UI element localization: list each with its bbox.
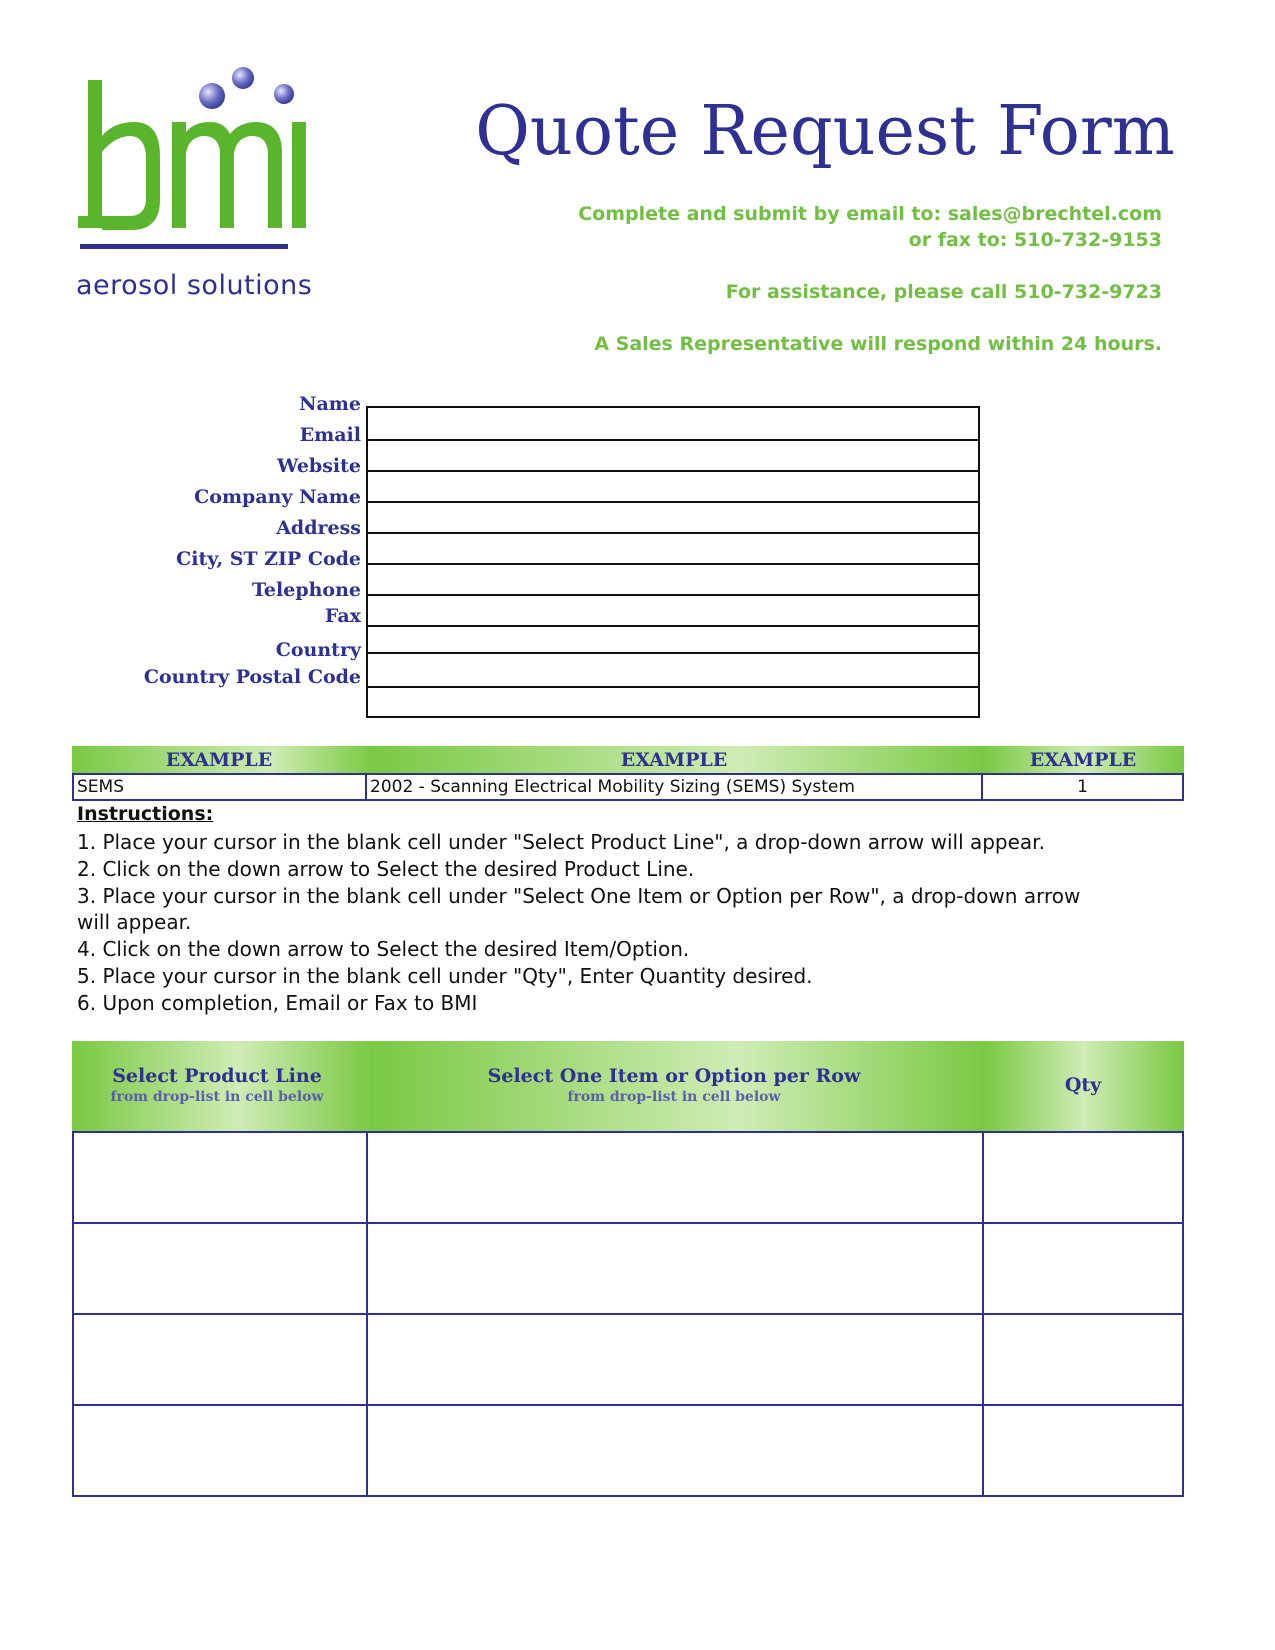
item-option-dropdown[interactable] xyxy=(366,1224,982,1313)
qty-input[interactable] xyxy=(982,1133,1182,1222)
contact-response-line: A Sales Representative will respond within 24 hours. xyxy=(594,333,1162,355)
order-row xyxy=(74,1315,1182,1406)
qty-input[interactable] xyxy=(982,1406,1182,1497)
header-qty xyxy=(982,1041,1184,1131)
contact-phone-line: For assistance, please call 510-732-9723 xyxy=(725,281,1162,303)
example-qty: 1 xyxy=(1077,777,1088,797)
example-item: 2002 - Scanning Electrical Mobility Sizing (SEMS) System xyxy=(370,777,855,797)
instruction-step: 5. Place your cursor in the blank cell under "Qty", Enter Quantity desired. xyxy=(77,964,813,988)
telephone-field[interactable] xyxy=(368,596,978,627)
qty-input[interactable] xyxy=(982,1315,1182,1404)
name-label: Name xyxy=(299,393,361,415)
header-select-item xyxy=(366,1041,982,1131)
instruction-step: 6. Upon completion, Email or Fax to BMI xyxy=(77,991,478,1015)
instructions-title: Instructions: xyxy=(77,803,214,825)
contact-form-grid xyxy=(366,406,980,718)
contact-fax-line: or fax to: 510-732-9153 xyxy=(908,229,1162,251)
fax-label: Fax xyxy=(324,605,361,627)
page-title: Quote Request Form xyxy=(475,92,1175,171)
header-qty-title: Qty xyxy=(1064,1074,1102,1096)
website-field[interactable] xyxy=(368,472,978,503)
header-select-product-line-subtitle: from drop-list in cell below xyxy=(110,1089,324,1105)
fax-field[interactable] xyxy=(368,627,978,654)
product-line-dropdown[interactable] xyxy=(74,1133,366,1222)
item-option-dropdown[interactable] xyxy=(366,1406,982,1497)
website-label: Website xyxy=(277,455,361,477)
instructions xyxy=(77,803,1117,1017)
address-label: Address xyxy=(276,517,361,539)
header-select-item-title: Select One Item or Option per Row xyxy=(487,1065,861,1087)
instruction-step: 4. Click on the down arrow to Select the desired Item/Option. xyxy=(77,937,690,961)
country-postal-code-label: Country Postal Code xyxy=(143,666,361,688)
header-select-item-subtitle: from drop-list in cell below xyxy=(567,1089,781,1105)
example-header-qty: EXAMPLE xyxy=(1029,749,1137,771)
qty-input[interactable] xyxy=(982,1224,1182,1313)
example-header-item: EXAMPLE xyxy=(620,749,728,771)
item-option-dropdown[interactable] xyxy=(366,1133,982,1222)
city-state-zip-field[interactable] xyxy=(368,565,978,596)
logo-bubble xyxy=(199,83,225,109)
logo-underline xyxy=(80,244,288,249)
city-state-zip-label: City, ST ZIP Code xyxy=(176,548,361,570)
email-field[interactable] xyxy=(368,441,978,472)
product-line-dropdown[interactable] xyxy=(74,1406,366,1497)
country-label: Country xyxy=(275,639,361,661)
company-name-field[interactable] xyxy=(368,503,978,534)
contact-email-line: Complete and submit by email to: sales@brechtel.com xyxy=(578,203,1162,225)
example-header-product-line: EXAMPLE xyxy=(165,749,273,771)
address-field[interactable] xyxy=(368,534,978,565)
country-field[interactable] xyxy=(368,654,978,688)
name-field[interactable] xyxy=(368,408,978,441)
logo-tagline: aerosol solutions xyxy=(76,270,313,301)
instruction-step: 2. Click on the down arrow to Select the desired Product Line. xyxy=(77,857,695,881)
company-name-label: Company Name xyxy=(194,486,361,508)
instruction-step: 3. Place your cursor in the blank cell under "Select One Item or Option per Row", a drop-down arrow will appear. xyxy=(77,884,1081,934)
header-select-product-line xyxy=(72,1041,362,1131)
email-label: Email xyxy=(299,424,361,446)
instruction-step: 1. Place your cursor in the blank cell under "Select Product Line", a drop-down arrow will appear. xyxy=(77,830,1045,854)
country-postal-code-field[interactable] xyxy=(368,688,978,716)
logo-bubble xyxy=(232,67,254,89)
order-table-header xyxy=(72,1041,1184,1131)
telephone-label: Telephone xyxy=(251,579,361,601)
example-header-row xyxy=(72,746,1184,774)
example-row xyxy=(72,773,1184,801)
example-product-line: SEMS xyxy=(77,777,124,797)
product-line-dropdown[interactable] xyxy=(74,1224,366,1313)
item-option-dropdown[interactable] xyxy=(366,1315,982,1404)
order-row xyxy=(74,1224,1182,1315)
header-select-product-line-title: Select Product Line xyxy=(112,1065,322,1087)
logo-bubble xyxy=(274,84,294,104)
order-row xyxy=(74,1133,1182,1224)
order-table-body xyxy=(72,1131,1184,1497)
order-row xyxy=(74,1406,1182,1497)
product-line-dropdown[interactable] xyxy=(74,1315,366,1404)
